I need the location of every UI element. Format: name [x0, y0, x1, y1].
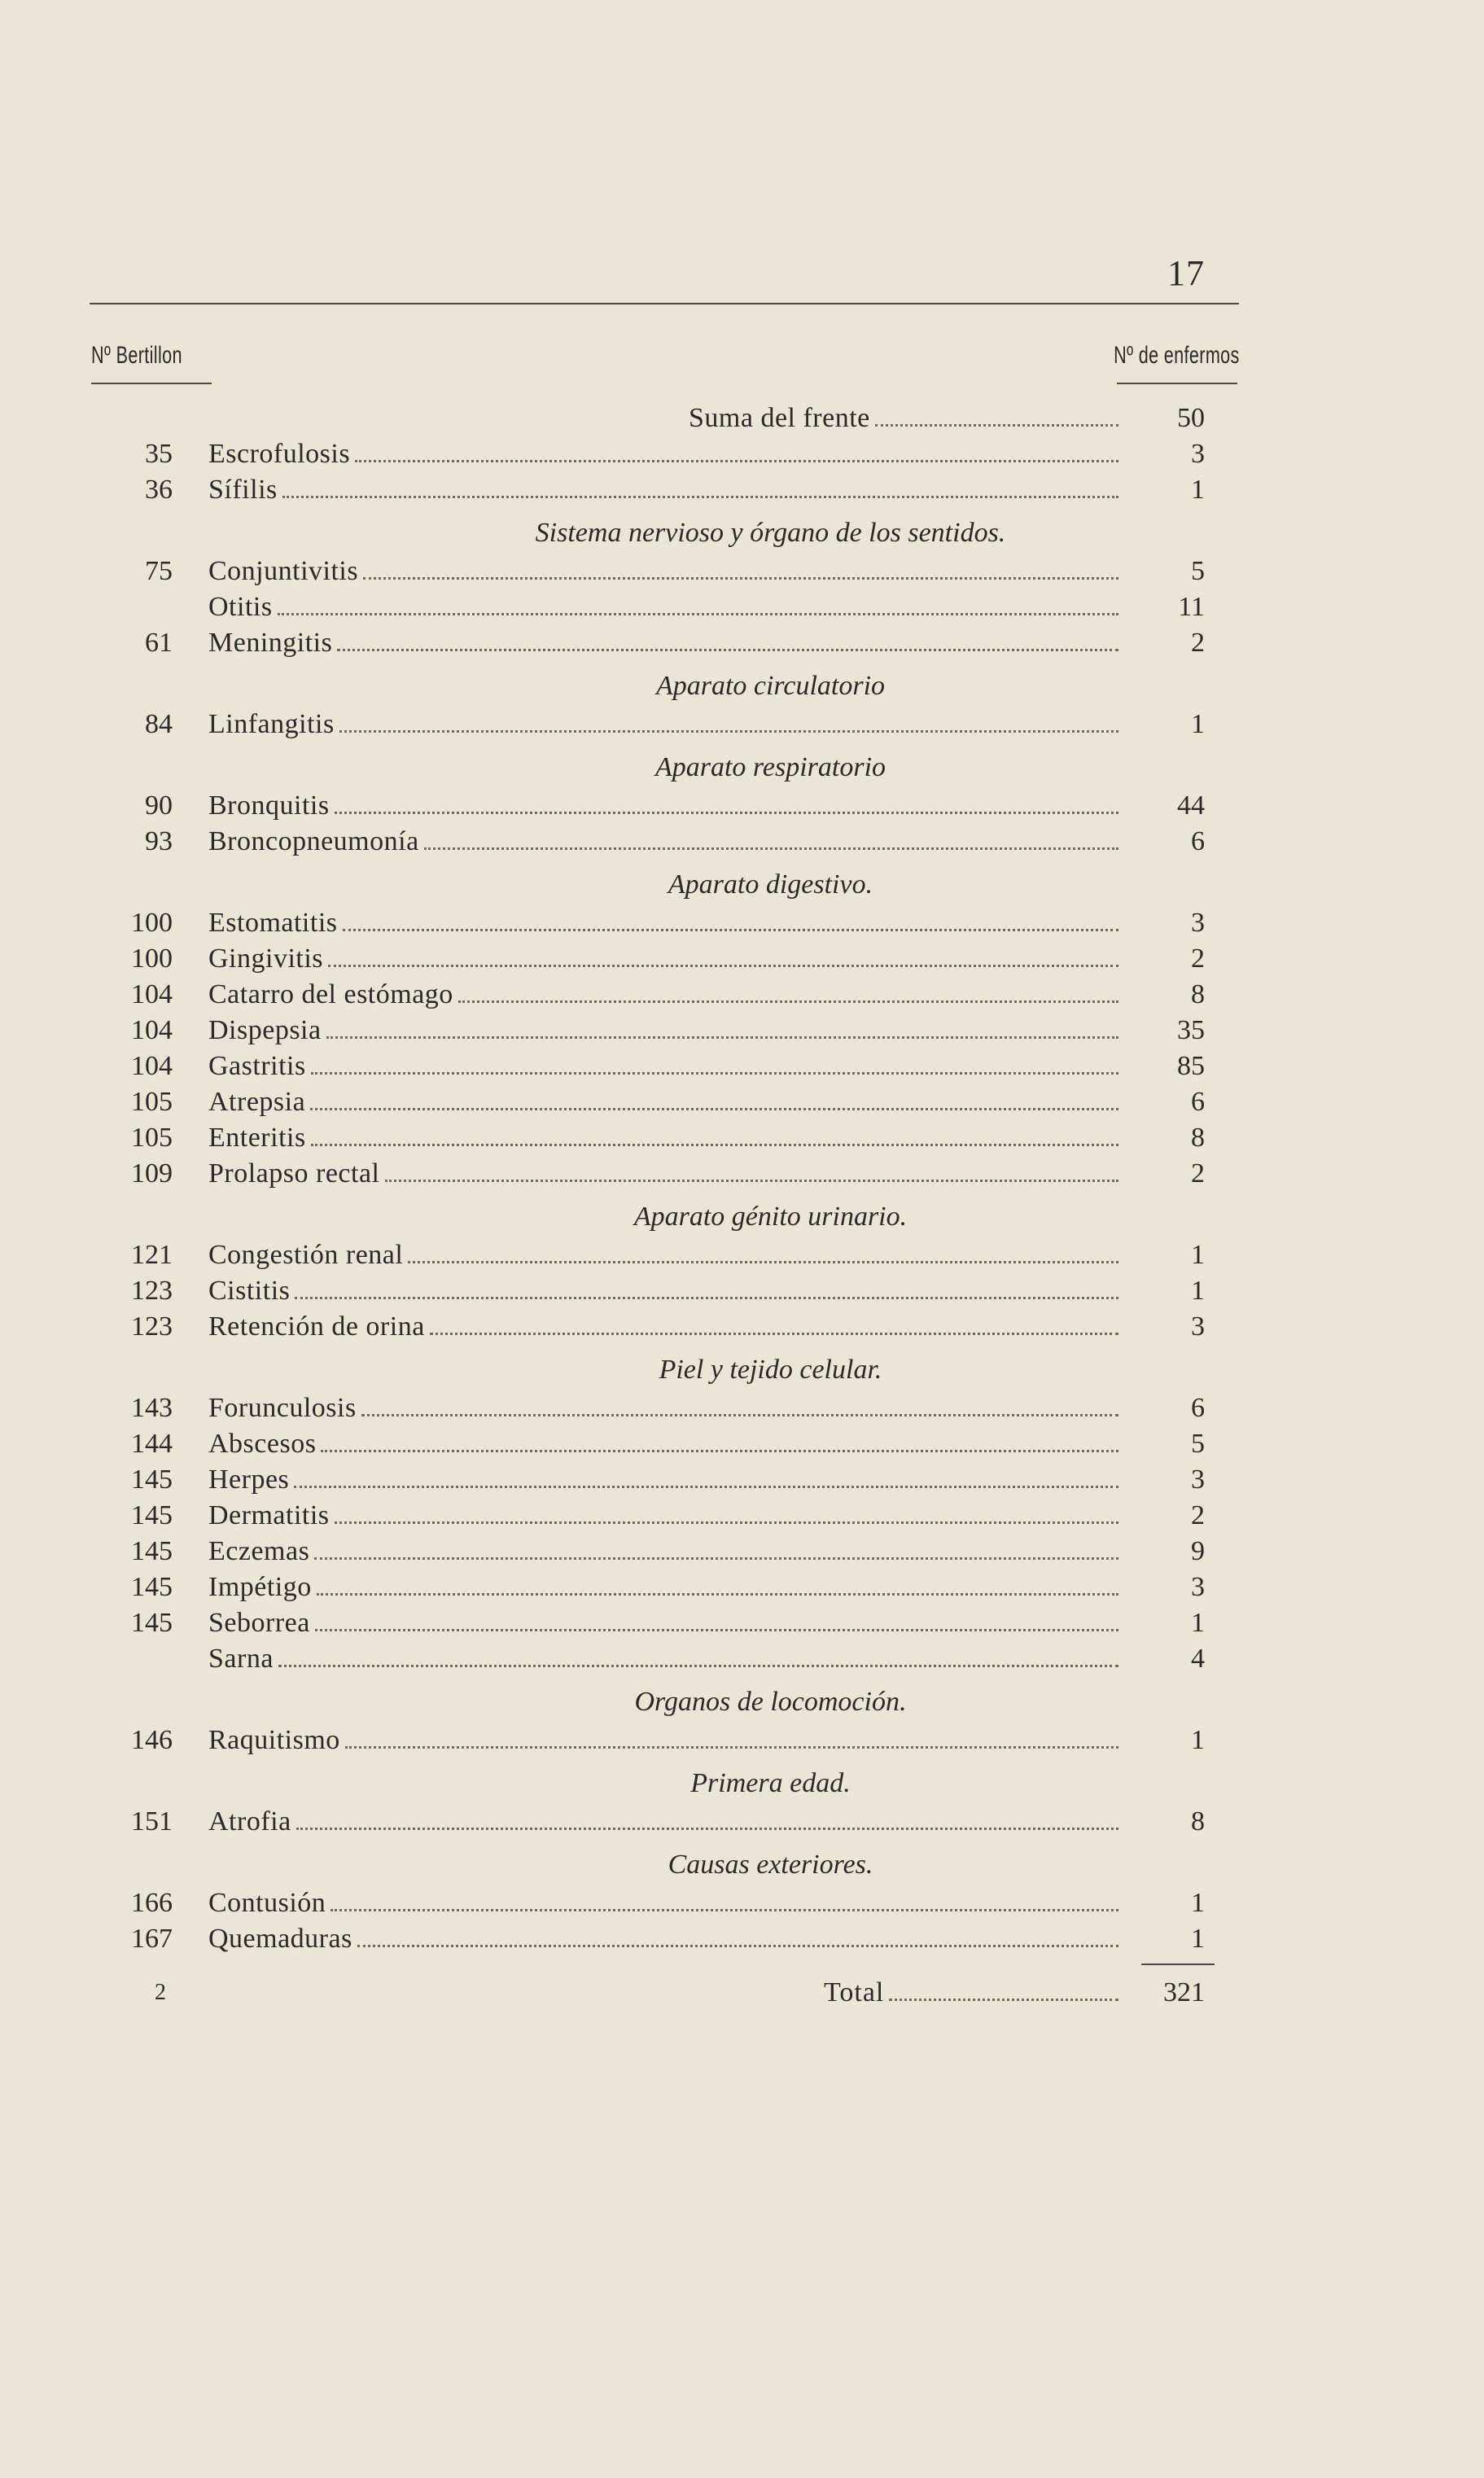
- patient-count: 5: [1191, 1429, 1205, 1459]
- disease-name: Conjuntivitis: [208, 556, 359, 586]
- patient-count: 6: [1191, 1087, 1205, 1117]
- disease-name: Linfangitis: [208, 709, 335, 739]
- patient-count: 1: [1191, 1924, 1205, 1954]
- disease-row: [0, 1120, 1484, 1156]
- disease-row: [0, 1885, 1484, 1921]
- disease-name: Sífilis: [208, 475, 278, 505]
- section-title: Sistema nervioso y órgano de los sentidos.: [535, 518, 1006, 548]
- disease-row: [0, 1309, 1484, 1345]
- bertillon-code: 145: [131, 1500, 173, 1530]
- bertillon-code: 104: [131, 1015, 173, 1045]
- patient-count: 1: [1191, 709, 1205, 739]
- patient-count: 2: [1191, 943, 1205, 974]
- bertillon-code: 146: [131, 1725, 173, 1755]
- dot-leader: [875, 424, 1118, 427]
- disease-row: [0, 1156, 1484, 1192]
- disease-name: Eczemas: [208, 1536, 310, 1566]
- disease-name-cell: [208, 589, 1118, 625]
- disease-name: Catarro del estómago: [208, 979, 453, 1009]
- top-rule: [90, 303, 1239, 304]
- patient-count: 11: [1178, 592, 1205, 622]
- signature-mark: 2: [155, 1980, 166, 2005]
- disease-row: [0, 589, 1484, 625]
- bertillon-code: 123: [131, 1311, 173, 1342]
- carry-forward-label-cell: [689, 401, 1118, 436]
- disease-name: Abscesos: [208, 1429, 317, 1459]
- dot-leader: [311, 1072, 1118, 1075]
- disease-row: [0, 1570, 1484, 1605]
- section-title: Piel y tejido celular.: [659, 1355, 882, 1385]
- dot-leader: [282, 496, 1118, 498]
- disease-name-cell: [208, 1084, 1118, 1120]
- disease-name-cell: [208, 436, 1118, 472]
- total-label: Total: [824, 1977, 885, 2007]
- disease-row: [0, 1534, 1484, 1570]
- patient-count: 3: [1191, 1464, 1205, 1495]
- bertillon-code: 166: [131, 1888, 173, 1918]
- dot-leader: [355, 460, 1118, 462]
- disease-name: Retención de orina: [208, 1311, 425, 1342]
- disease-name-cell: [208, 1804, 1118, 1840]
- bertillon-code: 145: [131, 1572, 173, 1602]
- bertillon-code: 36: [145, 475, 173, 505]
- disease-name: Gastritis: [208, 1051, 306, 1081]
- disease-name: Enteritis: [208, 1123, 306, 1153]
- total-label-cell: [824, 1968, 1118, 2017]
- disease-name-cell: [208, 905, 1118, 941]
- dot-leader: [314, 1557, 1118, 1560]
- bertillon-code: 121: [131, 1240, 173, 1270]
- dot-leader: [337, 649, 1118, 651]
- disease-name: Meningitis: [208, 628, 333, 658]
- disease-row: [0, 1049, 1484, 1084]
- dot-leader: [328, 965, 1118, 967]
- dot-leader: [458, 1000, 1118, 1003]
- carry-forward-count: 50: [1177, 403, 1205, 433]
- section-title: Causas exteriores.: [668, 1850, 873, 1880]
- header-rule-left: [91, 383, 212, 384]
- total-row: [0, 1968, 1484, 2017]
- disease-name-cell: [208, 1462, 1118, 1498]
- disease-row: [0, 1723, 1484, 1758]
- patient-count: 1: [1191, 1240, 1205, 1270]
- dot-leader: [339, 730, 1118, 733]
- section-title: Organos de locomoción.: [634, 1687, 907, 1717]
- section-title: Aparato digestivo.: [668, 869, 873, 900]
- page-number: 17: [1167, 253, 1205, 293]
- disease-name: Congestión renal: [208, 1240, 404, 1270]
- disease-name-cell: [208, 1390, 1118, 1426]
- disease-name-cell: [208, 1723, 1118, 1758]
- dot-leader: [363, 577, 1118, 580]
- disease-name-cell: [208, 824, 1118, 860]
- section-title: Aparato respiratorio: [654, 752, 886, 782]
- patient-count: 2: [1191, 1500, 1205, 1530]
- dot-leader: [385, 1180, 1119, 1182]
- disease-name-cell: [208, 1605, 1118, 1641]
- section-title: Primera edad.: [690, 1768, 851, 1798]
- bertillon-code: 104: [131, 1051, 173, 1081]
- bertillon-code: 104: [131, 979, 173, 1009]
- disease-name-cell: [208, 1570, 1118, 1605]
- bertillon-code: 151: [131, 1806, 173, 1837]
- patient-count: 85: [1177, 1051, 1205, 1081]
- dot-leader: [889, 1999, 1118, 2001]
- disease-row: [0, 1804, 1484, 1840]
- bertillon-code: 123: [131, 1276, 173, 1306]
- bertillon-code: 75: [145, 556, 173, 586]
- disease-name-cell: [208, 1273, 1118, 1309]
- disease-name: Quemaduras: [208, 1924, 352, 1954]
- dot-leader: [335, 1521, 1118, 1524]
- bertillon-code: 143: [131, 1393, 173, 1423]
- patient-count: 6: [1191, 1393, 1205, 1423]
- disease-row: [0, 554, 1484, 589]
- patient-count: 3: [1191, 908, 1205, 938]
- section-title: Aparato circulatorio: [655, 671, 886, 701]
- disease-name: Raquitismo: [208, 1725, 340, 1755]
- bertillon-code: 105: [131, 1087, 173, 1117]
- disease-name: Otitis: [208, 592, 273, 622]
- dot-leader: [361, 1414, 1118, 1416]
- disease-name: Dermatitis: [208, 1500, 330, 1530]
- disease-name-cell: [208, 707, 1118, 742]
- disease-row: [0, 1462, 1484, 1498]
- patient-count: 35: [1177, 1015, 1205, 1045]
- dot-leader: [310, 1108, 1118, 1110]
- dot-leader: [296, 1828, 1118, 1830]
- dot-leader: [335, 812, 1118, 814]
- disease-name-cell: [208, 977, 1118, 1013]
- disease-row: [0, 977, 1484, 1013]
- patient-count: 8: [1191, 1123, 1205, 1153]
- disease-name-cell: [208, 472, 1118, 508]
- disease-name: Atrofia: [208, 1806, 291, 1837]
- dot-leader: [311, 1144, 1118, 1146]
- disease-name: Estomatitis: [208, 908, 338, 938]
- bertillon-code: 109: [131, 1158, 173, 1189]
- patient-count: 44: [1177, 790, 1205, 821]
- disease-name-cell: [208, 1156, 1118, 1192]
- bertillon-code: 105: [131, 1123, 173, 1153]
- bertillon-code: 100: [131, 908, 173, 938]
- patient-count: 6: [1191, 826, 1205, 856]
- dot-leader: [295, 1297, 1118, 1299]
- disease-name: Bronquitis: [208, 790, 330, 821]
- disease-row: [0, 436, 1484, 472]
- dot-leader: [294, 1486, 1118, 1488]
- disease-name-cell: [208, 1921, 1118, 1957]
- bertillon-code: 145: [131, 1608, 173, 1638]
- disease-name: Seborrea: [208, 1608, 310, 1638]
- carry-forward-row: [0, 401, 1484, 436]
- disease-name: Cistitis: [208, 1276, 291, 1306]
- disease-name-cell: [208, 554, 1118, 589]
- bertillon-code: 167: [131, 1924, 173, 1954]
- patient-count: 8: [1191, 979, 1205, 1009]
- dot-leader: [278, 1665, 1118, 1667]
- disease-row: [0, 1498, 1484, 1534]
- disease-name: Herpes: [208, 1464, 290, 1495]
- dot-leader: [357, 1945, 1118, 1947]
- patient-count: 1: [1191, 1725, 1205, 1755]
- disease-row: [0, 625, 1484, 661]
- disease-table: [0, 401, 1484, 2017]
- bertillon-code: 145: [131, 1464, 173, 1495]
- disease-name-cell: [208, 1534, 1118, 1570]
- total-rule: [1141, 1964, 1215, 1965]
- disease-row: [0, 707, 1484, 742]
- disease-row: [0, 1921, 1484, 1957]
- disease-row: [0, 472, 1484, 508]
- disease-name-cell: [208, 1120, 1118, 1156]
- patient-count: 4: [1191, 1644, 1205, 1674]
- dot-leader: [317, 1593, 1118, 1596]
- patient-count: 8: [1191, 1806, 1205, 1837]
- disease-row: [0, 1605, 1484, 1641]
- disease-name: Atrepsia: [208, 1087, 306, 1117]
- bertillon-code: 61: [145, 628, 173, 658]
- disease-name-cell: [208, 1426, 1118, 1462]
- dot-leader: [321, 1450, 1118, 1452]
- disease-name: Impétigo: [208, 1572, 312, 1602]
- bertillon-code: 35: [145, 439, 173, 469]
- disease-name-cell: [208, 1049, 1118, 1084]
- patient-count: 5: [1191, 556, 1205, 586]
- carry-forward-label: Suma del frente: [689, 403, 870, 433]
- patient-count: 2: [1191, 628, 1205, 658]
- patient-count: 9: [1191, 1536, 1205, 1566]
- disease-name: Escrofulosis: [208, 439, 351, 469]
- dot-leader: [345, 1746, 1118, 1749]
- disease-name-cell: [208, 1498, 1118, 1534]
- column-header-bertillon: Nº Bertillon: [91, 342, 182, 369]
- bertillon-code: 145: [131, 1536, 173, 1566]
- dot-leader: [408, 1261, 1118, 1263]
- patient-count: 2: [1191, 1158, 1205, 1189]
- dot-leader: [278, 613, 1118, 615]
- section-title: Aparato génito urinario.: [633, 1202, 908, 1232]
- bertillon-code: 100: [131, 943, 173, 974]
- disease-name: Contusión: [208, 1888, 326, 1918]
- disease-name: Prolapso rectal: [208, 1158, 380, 1189]
- dot-leader: [331, 1909, 1118, 1911]
- disease-name: Broncopneumonía: [208, 826, 419, 856]
- disease-name: Forunculosis: [208, 1393, 357, 1423]
- disease-name-cell: [208, 1641, 1118, 1677]
- patient-count: 1: [1191, 1888, 1205, 1918]
- dot-leader: [343, 929, 1119, 931]
- dot-leader: [326, 1036, 1118, 1039]
- dot-leader: [430, 1333, 1118, 1335]
- column-header-enfermos: Nº de enfermos: [1114, 342, 1240, 369]
- disease-name-cell: [208, 1309, 1118, 1345]
- disease-row: [0, 1237, 1484, 1273]
- disease-name-cell: [208, 941, 1118, 977]
- disease-name: Gingivitis: [208, 943, 324, 974]
- disease-row: [0, 941, 1484, 977]
- total-count: 321: [1163, 1977, 1205, 2007]
- disease-name: Dispepsia: [208, 1015, 322, 1045]
- disease-name-cell: [208, 1885, 1118, 1921]
- disease-name-cell: [208, 1013, 1118, 1049]
- disease-name-cell: [208, 625, 1118, 661]
- patient-count: 3: [1191, 1572, 1205, 1602]
- disease-groups: [0, 436, 1484, 1957]
- header-rule-right: [1117, 383, 1237, 384]
- patient-count: 1: [1191, 475, 1205, 505]
- disease-row: [0, 1013, 1484, 1049]
- bertillon-code: 90: [145, 790, 173, 821]
- disease-row: [0, 1273, 1484, 1309]
- bertillon-code: 93: [145, 826, 173, 856]
- disease-name-cell: [208, 788, 1118, 824]
- dot-leader: [424, 847, 1118, 850]
- patient-count: 1: [1191, 1608, 1205, 1638]
- patient-count: 3: [1191, 439, 1205, 469]
- disease-name-cell: [208, 1237, 1118, 1273]
- dot-leader: [315, 1629, 1118, 1631]
- disease-row: [0, 905, 1484, 941]
- disease-row: [0, 824, 1484, 860]
- disease-name: Sarna: [208, 1644, 274, 1674]
- disease-row: [0, 1390, 1484, 1426]
- disease-row: [0, 1641, 1484, 1677]
- patient-count: 1: [1191, 1276, 1205, 1306]
- bertillon-code: 144: [131, 1429, 173, 1459]
- disease-row: [0, 1084, 1484, 1120]
- disease-row: [0, 1426, 1484, 1462]
- patient-count: 3: [1191, 1311, 1205, 1342]
- bertillon-code: 84: [145, 709, 173, 739]
- disease-row: [0, 788, 1484, 824]
